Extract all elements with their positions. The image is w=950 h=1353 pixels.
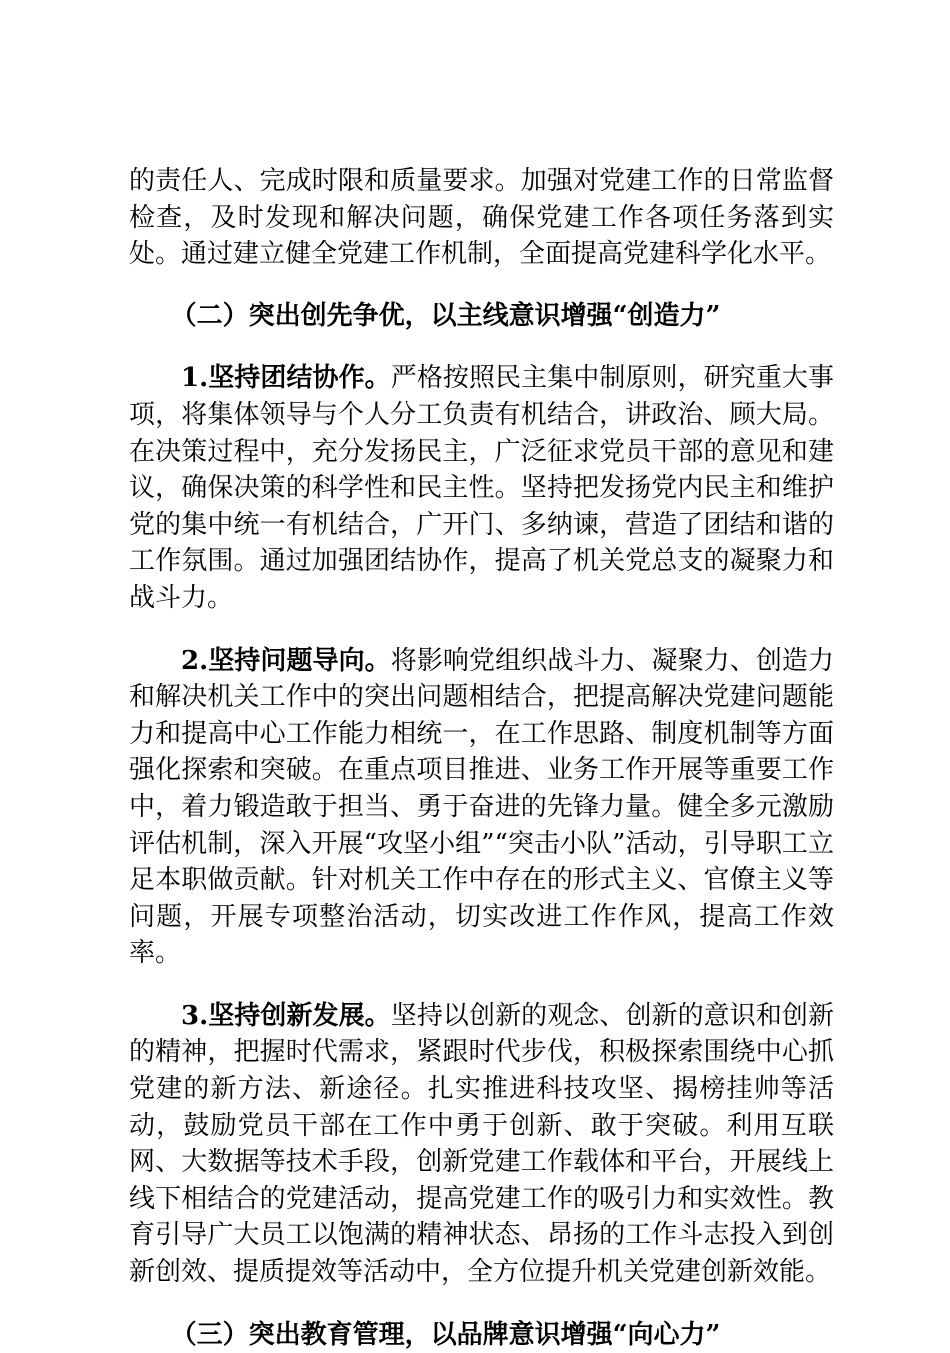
item-3-body: 坚持以创新的观念、创新的意识和创新的精神，把握时代需求，紧跟时代步伐，积极探索围绕中心抓党建的新方法、新途径。扎实推进科技攻坚、揭榜挂帅等活动，鼓励党员干部在工作中勇于创新、敢于突破。利用互联网、大数据等技术手段，创新党建工作载体和平台，开展线上线下相结合的党建活动，提高党建工作的吸引力和实效性。教育引导广大员工以饱满的精神状态、昂扬的工作斗志投入到创新创效、提质提效等活动中，全方位提升机关党建创新效能。 [129, 1000, 834, 1288]
section-heading-2: （二）突出创先争优，以主线意识增强“创造力” [170, 300, 721, 331]
item-1-paragraph [129, 360, 834, 616]
item-2-lead: 2.坚持问题导向。 [181, 645, 391, 676]
continued-paragraph: 的责任人、完成时限和质量要求。加强对党建工作的日常监督检查，及时发现和解决问题，确保党建工作各项任务落到实处。通过建立健全党建工作机制，全面提高党建科学化水平。 [129, 166, 834, 270]
item-3-paragraph [129, 998, 834, 1291]
item-2-paragraph [129, 643, 834, 972]
item-1-lead: 1.坚持团结协作。 [181, 363, 391, 394]
section-heading-3: （三）突出教育管理，以品牌意识增强“向心力” [170, 1319, 721, 1350]
item-1-body: 严格按照民主集中制原则，研究重大事项，将集体领导与个人分工负责有机结合，讲政治、顾大局。在决策过程中，充分发扬民主，广泛征求党员干部的意见和建议，确保决策的科学性和民主性。坚持把发扬党内民主和维护党的集中统一有机结合，广开门、多纳谏，营造了团结和谐的工作氛围。通过加强团结协作，提高了机关党总支的凝聚力和战斗力。 [129, 363, 834, 613]
item-2-body: 将影响党组织战斗力、凝聚力、创造力和解决机关工作中的突出问题相结合，把提高解决党建问题能力和提高中心工作能力相统一，在工作思路、制度机制等方面强化探索和突破。在重点项目推进、业务工作开展等重要工作中，着力锻造敢于担当、勇于奋进的先锋力量。健全多元激励评估机制，深入开展“攻坚小组”“突击小队”活动，引导职工立足本职做贡献。针对机关工作中存在的形式主义、官僚主义等问题，开展专项整治活动，切实改进工作作风，提高工作效率。 [129, 645, 834, 969]
item-3-lead: 3.坚持创新发展。 [181, 1000, 391, 1031]
document-body [129, 163, 834, 1353]
